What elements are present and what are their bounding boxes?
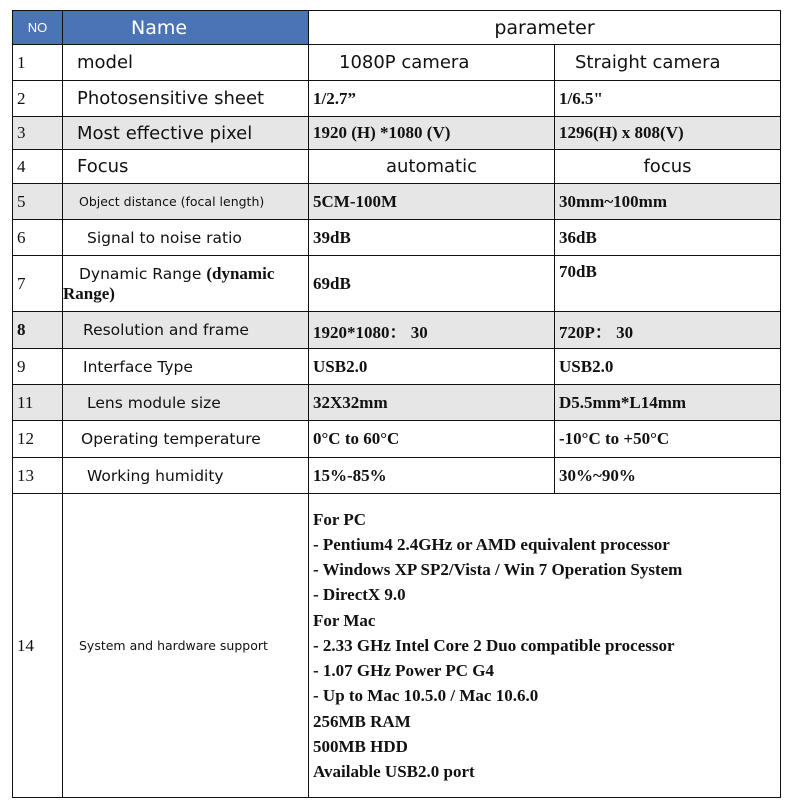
row-name-bold-cont: Range) xyxy=(63,283,115,303)
row-value-straight: 70dB xyxy=(555,256,781,312)
support-line: For PC xyxy=(313,509,367,529)
row-value-straight: -10°C to +50°C xyxy=(555,421,781,458)
system-support-list xyxy=(309,494,781,798)
row-number: 7 xyxy=(13,256,63,312)
row-value-straight: focus xyxy=(555,150,781,184)
row-number: 1 xyxy=(13,45,63,81)
row-name: Photosensitive sheet xyxy=(63,81,309,117)
row-value-1080p: 1920*1080： 30 xyxy=(309,312,555,349)
row-name-dynamic-range xyxy=(63,256,309,312)
row-name: System and hardware support xyxy=(63,494,309,798)
row-value-straight: 30mm~100mm xyxy=(555,184,781,220)
table-row xyxy=(13,494,781,798)
table-row xyxy=(13,312,781,349)
row-value-straight: 1/6.5" xyxy=(555,81,781,117)
support-line: 500MB HDD xyxy=(313,736,408,756)
support-line: For Mac xyxy=(313,610,376,630)
table-row xyxy=(13,45,781,81)
header-parameter: parameter xyxy=(309,11,781,45)
row-number: 11 xyxy=(13,385,63,421)
row-name-bold: (dynamic xyxy=(206,263,275,283)
row-value-straight: 720P： 30 xyxy=(555,312,781,349)
support-line: - Pentium4 2.4GHz or AMD equivalent processor xyxy=(313,535,670,555)
support-line: - 2.33 GHz Intel Core 2 Duo compatible processor xyxy=(313,635,675,655)
row-value-1080p: 1920 (H) *1080 (V) xyxy=(309,117,555,150)
spec-table xyxy=(12,10,781,798)
row-name: Object distance (focal length) xyxy=(63,184,309,220)
row-number: 5 xyxy=(13,184,63,220)
table-row xyxy=(13,81,781,117)
table-row xyxy=(13,349,781,385)
row-number: 9 xyxy=(13,349,63,385)
header-name: Name xyxy=(63,11,309,45)
row-value-1080p: 39dB xyxy=(309,220,555,256)
table-row xyxy=(13,385,781,421)
row-value-1080p: 69dB xyxy=(309,256,555,312)
row-value-1080p: USB2.0 xyxy=(309,349,555,385)
table-row xyxy=(13,256,781,312)
support-line: - 1.07 GHz Power PC G4 xyxy=(313,661,494,681)
row-value-straight: D5.5mm*L14mm xyxy=(555,385,781,421)
table-row xyxy=(13,117,781,150)
row-name: Lens module size xyxy=(63,385,309,421)
row-value-straight: Straight camera xyxy=(555,45,781,81)
row-name: Interface Type xyxy=(63,349,309,385)
row-number: 6 xyxy=(13,220,63,256)
row-number: 13 xyxy=(13,458,63,494)
row-value-1080p: 1080P camera xyxy=(309,45,555,81)
header-no: NO xyxy=(13,11,63,45)
row-number: 2 xyxy=(13,81,63,117)
table-row xyxy=(13,458,781,494)
row-value-straight: 30%~90% xyxy=(555,458,781,494)
row-value-straight: 36dB xyxy=(555,220,781,256)
row-number: 12 xyxy=(13,421,63,458)
table-row xyxy=(13,220,781,256)
row-value-1080p: 0°C to 60°C xyxy=(309,421,555,458)
table-row xyxy=(13,184,781,220)
row-number: 8 xyxy=(13,312,63,349)
row-value-straight: USB2.0 xyxy=(555,349,781,385)
row-name: Resolution and frame xyxy=(63,312,309,349)
row-name: Most effective pixel xyxy=(63,117,309,150)
row-number: 3 xyxy=(13,117,63,150)
row-number: 14 xyxy=(13,494,63,798)
row-value-straight: 1296(H) x 808(V) xyxy=(555,117,781,150)
row-name: Working humidity xyxy=(63,458,309,494)
row-name-plain: Dynamic Range xyxy=(79,264,202,283)
row-value-1080p: automatic xyxy=(309,150,555,184)
table-row xyxy=(13,421,781,458)
row-name: Focus xyxy=(63,150,309,184)
row-name: model xyxy=(63,45,309,81)
support-line: - Up to Mac 10.5.0 / Mac 10.6.0 xyxy=(313,686,539,706)
row-name: Operating temperature xyxy=(63,421,309,458)
support-line: 256MB RAM xyxy=(313,711,411,731)
row-value-1080p: 1/2.7” xyxy=(309,81,555,117)
row-value-1080p: 5CM-100M xyxy=(309,184,555,220)
support-line: - DirectX 9.0 xyxy=(313,585,406,605)
row-value-1080p: 32X32mm xyxy=(309,385,555,421)
table-row xyxy=(13,150,781,184)
support-line: Available USB2.0 port xyxy=(313,761,475,781)
row-number: 4 xyxy=(13,150,63,184)
support-line: - Windows XP SP2/Vista / Win 7 Operation System xyxy=(313,560,683,580)
header-row xyxy=(13,11,781,45)
row-value-1080p: 15%-85% xyxy=(309,458,555,494)
row-name: Signal to noise ratio xyxy=(63,220,309,256)
